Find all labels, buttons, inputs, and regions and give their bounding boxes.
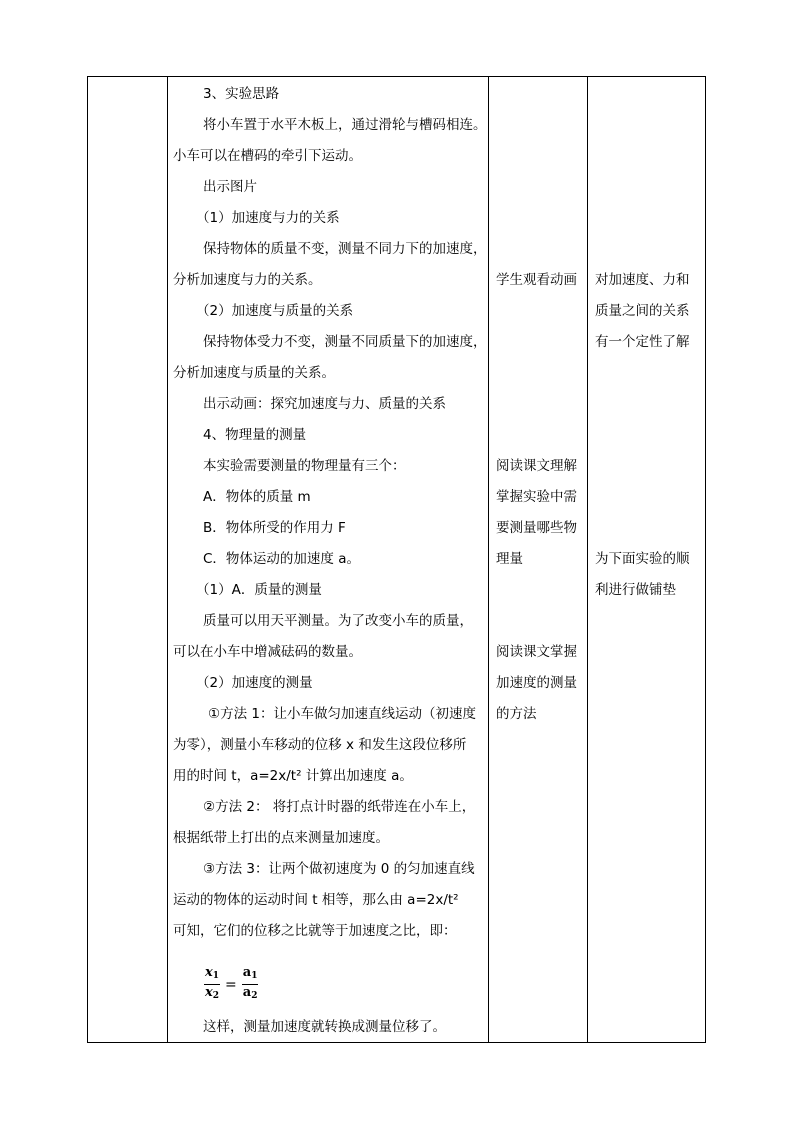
content-line: 可知，它们的位移之比就等于加速度之比，即： <box>173 923 457 939</box>
ratio-a: $\frac{a_1}{a_2}$ <box>242 965 258 1001</box>
student-activity-text: 阅读课文掌握 <box>496 644 577 660</box>
content-line: A．物体的质量 m <box>203 489 311 505</box>
content-line: 可以在小车中增减砝码的数量。 <box>173 644 362 660</box>
student-activity-text: 掌握实验中需 <box>496 489 577 505</box>
content-line: 为零），测量小车移动的位移 x 和发生这段位移所 <box>173 737 467 753</box>
content-line: 质量可以用天平测量。为了改变小车的质量， <box>203 613 473 629</box>
content-line: 出示动画：探究加速度与力、质量的关系 <box>203 396 446 412</box>
content-line: 分析加速度与力的关系。 <box>173 272 322 288</box>
content-line: ②方法 2： 将打点计时器的纸带连在小车上， <box>203 799 476 815</box>
content-line: 出示图片 <box>203 179 257 195</box>
subheading-force-relation: （1）加速度与力的关系 <box>196 210 340 226</box>
content-line: 小车可以在槽码的牵引下运动。 <box>173 148 362 164</box>
content-line: 根据纸带上打出的点来测量加速度。 <box>173 830 389 846</box>
design-intent-text: 质量之间的关系 <box>595 303 690 319</box>
design-intent-text: 利进行做铺垫 <box>595 582 676 598</box>
displacement-ratio-formula: $\frac{x_1}{x_2}$ = $\frac{a_1}{a_2}$ <box>204 965 258 1004</box>
content-line: 这样，测量加速度就转换成测量位移了。 <box>203 1019 446 1035</box>
design-intent-text: 对加速度、力和 <box>595 272 690 288</box>
content-line: 分析加速度与质量的关系。 <box>173 365 335 381</box>
content-line: 保持物体的质量不变，测量不同力下的加速度， <box>203 241 487 257</box>
section-heading-measurement: 4、物理量的测量 <box>203 427 307 443</box>
design-intent-text: 有一个定性了解 <box>595 334 690 350</box>
subheading-mass-measurement: （1）A．质量的测量 <box>196 582 322 598</box>
student-activity-text: 学生观看动画 <box>496 272 577 288</box>
column-divider-1 <box>167 77 168 1042</box>
content-line: ①方法 1：让小车做匀加速直线运动（初速度 <box>208 706 476 722</box>
column-divider-3 <box>587 77 588 1042</box>
ratio-x: $\frac{x_1}{x_2}$ <box>205 965 220 1001</box>
content-line: 用的时间 t，a=2x/t² 计算出加速度 a。 <box>173 768 413 784</box>
content-line: 将小车置于水平木板上，通过滑轮与槽码相连。 <box>203 117 487 133</box>
student-activity-text: 的方法 <box>496 706 537 722</box>
design-intent-text: 为下面实验的顺 <box>595 551 690 567</box>
content-line: B．物体所受的作用力 F <box>203 520 346 536</box>
content-line: ③方法 3：让两个做初速度为 0 的匀加速直线 <box>203 861 475 877</box>
student-activity-text: 理量 <box>496 551 523 567</box>
content-line: C．物体运动的加速度 a。 <box>203 551 360 567</box>
student-activity-text: 阅读课文理解 <box>496 458 577 474</box>
content-line: 保持物体受力不变，测量不同质量下的加速度， <box>203 334 487 350</box>
content-line: 运动的物体的运动时间 t 相等，那么由 a=2x/t² <box>173 892 459 908</box>
subheading-mass-relation: （2）加速度与质量的关系 <box>196 303 354 319</box>
content-line: 本实验需要测量的物理量有三个： <box>203 458 406 474</box>
section-heading-experiment-idea: 3、实验思路 <box>203 86 280 102</box>
column-divider-2 <box>488 77 489 1042</box>
subheading-acceleration-measurement: （2）加速度的测量 <box>196 675 313 691</box>
student-activity-text: 要测量哪些物 <box>496 520 577 536</box>
lesson-table <box>87 76 706 1043</box>
student-activity-text: 加速度的测量 <box>496 675 577 691</box>
